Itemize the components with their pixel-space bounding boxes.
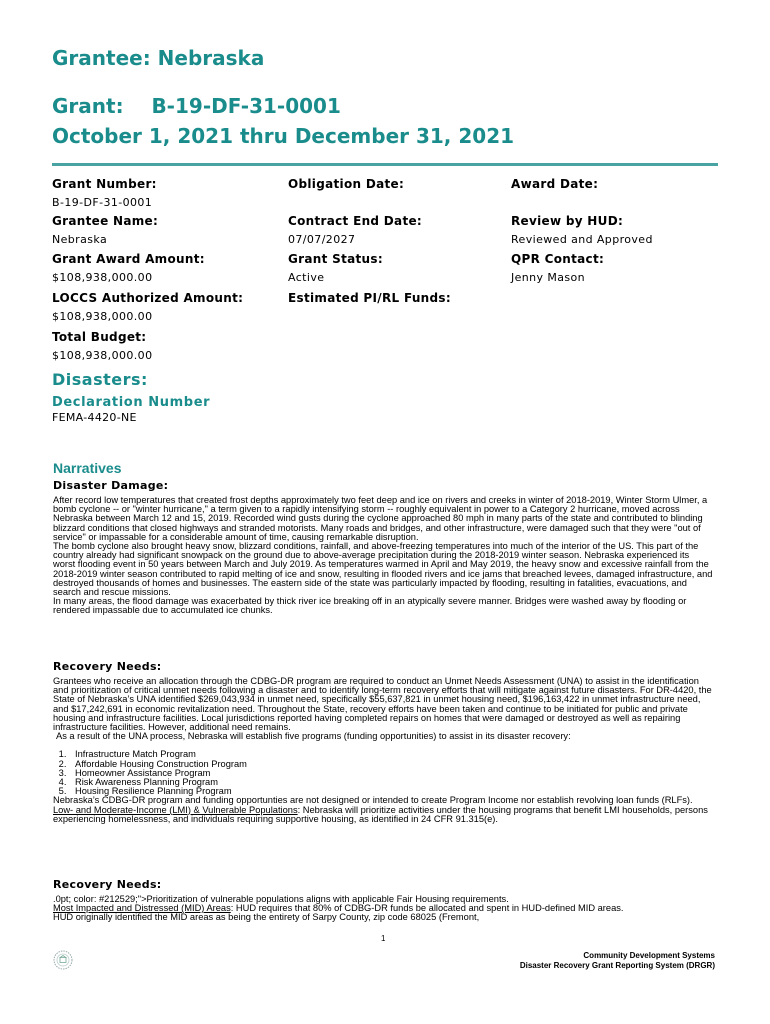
field-value: Jenny Mason [511, 271, 586, 284]
field-value: Active [288, 271, 325, 284]
field-grant-status [288, 252, 383, 284]
lmi-heading: Low- and Moderate-Income (LMI) & Vulnerable Populations [53, 804, 298, 815]
grantee-heading: Grantee: Nebraska [52, 46, 265, 70]
field-loccs-authorized-amount [52, 291, 243, 323]
field-label: Grantee Name: [52, 214, 159, 228]
paragraph: Nebraska’s CDBG-DR program and funding opportunties are not designed or intended to create Program Income nor establish revolving loan funds (RLFs). [53, 795, 693, 806]
disasters-heading: Disasters: [52, 370, 148, 389]
declaration-number-label: Declaration Number [52, 395, 211, 410]
grant-heading-label: Grant: [52, 94, 124, 118]
list-item: 3. Homeowner Assistance Program [69, 769, 713, 778]
field-estimated-pirl-funds [288, 291, 451, 310]
field-award-date [511, 177, 598, 196]
field-qpr-contact [511, 252, 604, 284]
grant-heading-id: B-19-DF-31-0001 [151, 94, 341, 118]
grant-heading [52, 94, 341, 118]
paragraph [53, 806, 713, 824]
field-label: LOCCS Authorized Amount: [52, 291, 244, 305]
recovery-needs-text-2 [53, 895, 713, 923]
field-label: Obligation Date: [288, 177, 405, 191]
field-label: Estimated PI/RL Funds: [288, 291, 451, 305]
paragraph: After record low temperatures that created frost depths approximately two feet deep and ice on rivers and creeks in winter of 2018-2019, Winter Storm Ulmer, a bomb cyclone -- or "winter hurricane," a term given to a rapidly intensifying storm -- roughly equivalent in power to a Category 2 hurricane, moved across Nebraska between March 12 and 15, 2019. Recorded wind gusts during the cyclone approached 80 mph in many parts of the state and contributed to blinding blizzard conditions that closed highways and stranded motorists. Many roads and bridges, and other infrastructure, were damaged such that they were "out of service" or impassable for a considerable amount of time, causing remarkable disruption. [53, 495, 708, 542]
field-value: $108,938,000.00 [52, 271, 153, 284]
field-value: $108,938,000.00 [52, 310, 153, 323]
list-item: 2. Affordable Housing Construction Program [69, 760, 713, 769]
field-label: Award Date: [511, 177, 599, 191]
list-item: 5. Housing Resilience Planning Program [69, 787, 713, 796]
paragraph: The bomb cyclone also brought heavy snow, blizzard conditions, rainfall, and above-freezing temperatures into much of the interior of the US. This part of the country already had significant snowpack on the ground due to above-average precipitation during the 2018-2019 winter season. Nebraska experienced its worst flooding event in 50 years between March and July 2019. As temperatures warmed in April and May 2019, the heavy snow and excessive rainfall from the 2018-2019 winter season contributed to rapid melting of ice and snow, resulting in flooded rivers and ice jams that breached levees, damaged infrastructure, and destroyed thousands of homes and businesses. The eastern side of the state was particularly impacted by flooding, resulting in fatalities, evacuations, and search and rescue missions. [53, 541, 713, 598]
field-value: 07/07/2027 [288, 233, 356, 246]
field-label: Contract End Date: [288, 214, 423, 228]
hud-seal-icon [53, 950, 73, 970]
field-value: $108,938,000.00 [52, 349, 153, 362]
disaster-damage-text [53, 496, 713, 616]
field-label: Grant Number: [52, 177, 157, 191]
field-label: QPR Contact: [511, 252, 605, 266]
field-grant-number [52, 177, 157, 209]
recovery-needs-text [53, 677, 713, 824]
paragraph: As a result of the UNA process, Nebraska will establish five programs (funding opportunities) to assist in its disaster recovery: [56, 731, 571, 742]
field-label: Grant Award Amount: [52, 252, 205, 266]
field-total-budget [52, 330, 152, 362]
paragraph: Grantees who receive an allocation through the CDBG-DR program are required to conduct an Unmet Needs Assessment (UNA) to assist in the identification and prioritization of critical unmet needs following a disaster and to identify long-term recovery efforts that will mitigate against future disasters. For DR-4420, the State of Nebraska’s UNA identified $269,043,934 in unmet need, specifically $55,637,821 in unmet housing need, $196,163,422 in unmet infrastructure need, and $17,242,691 in economic revitalization need. Throughout the State, recovery efforts have been taken and continue to be initiated for public and private housing and infrastructure facilities. Local jurisdictions reported having completed repairs on homes that were damaged or destroyed as well as repairing infrastructure facilities. However, additional need remains. [53, 676, 712, 733]
field-grant-award-amount [52, 252, 205, 284]
narratives-heading: Narratives [53, 460, 122, 476]
footer-org [520, 951, 715, 971]
field-review-by-hud [511, 214, 653, 246]
mid-heading: Most Impacted and Distressed (MID) Areas [53, 903, 231, 914]
field-grantee-name [52, 214, 158, 246]
paragraph: .0pt; color: #212529;">Prioritization of vulnerable populations aligns with applicable Fair Housing requirements. [53, 894, 509, 904]
list-item: 1. Infrastructure Match Program [69, 750, 713, 759]
footer-line: Disaster Recovery Grant Reporting System (DRGR) [519, 961, 715, 970]
header-divider [52, 163, 718, 166]
paragraph: In many areas, the flood damage was exacerbated by thick river ice breaking off in an atypically severe manner. Bridges were washed away by flooding or rendered impassable due to accumulated ice chunks. [53, 596, 687, 616]
field-value: Nebraska [52, 233, 108, 246]
field-obligation-date [288, 177, 404, 196]
field-value: B-19-DF-31-0001 [52, 196, 153, 209]
list-item: 4. Risk Awareness Planning Program [69, 778, 713, 787]
page-number: 1 [381, 934, 386, 943]
mid-text: : HUD requires that 80% of CDBG-DR funds be allocated and spent in HUD-defined MID areas. [230, 903, 624, 914]
program-list [53, 750, 713, 796]
recovery-needs-label: Recovery Needs: [53, 660, 162, 673]
field-value: Reviewed and Approved [511, 233, 653, 246]
footer-line: Community Development Systems [583, 951, 715, 960]
field-contract-end-date [288, 214, 422, 246]
field-label: Review by HUD: [511, 214, 624, 228]
field-label: Total Budget: [52, 330, 147, 344]
declaration-number-value: FEMA-4420-NE [52, 411, 137, 424]
lmi-text: : Nebraska will prioritize activities under the housing programs that benefit LMI households, persons experiencing homelessness, and individuals requiring supportive housing, as identified in 24 CFR 91.315(e). [53, 804, 708, 824]
reporting-period: October 1, 2021 thru December 31, 2021 [52, 124, 515, 148]
disaster-damage-label: Disaster Damage: [53, 479, 169, 492]
paragraph: HUD originally identified the MID areas as being the entirety of Sarpy County, zip code 68025 (Fremont, [53, 912, 480, 923]
recovery-needs-label-2: Recovery Needs: [53, 878, 162, 891]
field-label: Grant Status: [288, 252, 383, 266]
